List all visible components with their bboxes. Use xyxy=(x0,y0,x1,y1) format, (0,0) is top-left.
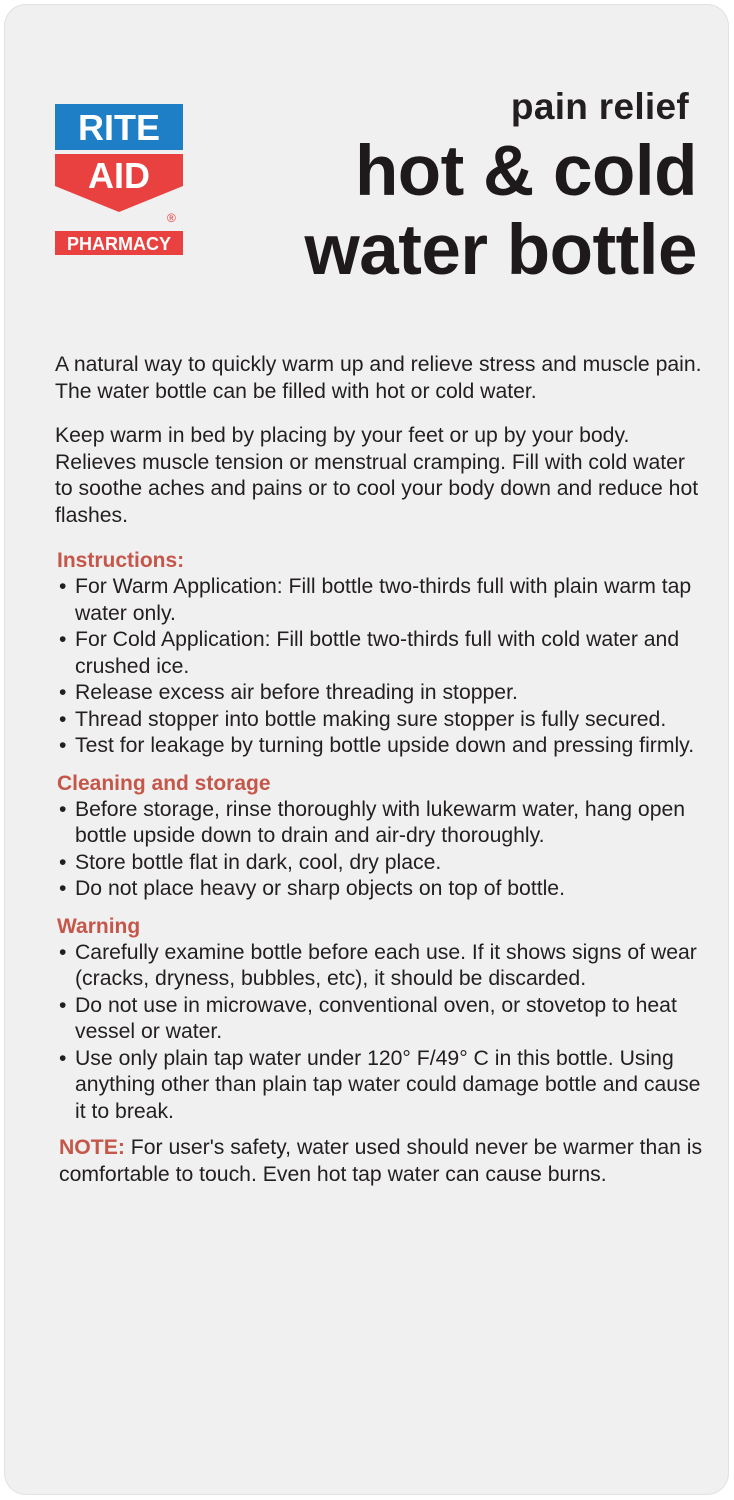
list-item-text: Before storage, rinse thoroughly with lukewarm water, hang open bottle upside down to drain and air-dry thoroughly. xyxy=(75,797,686,847)
warning-list xyxy=(55,940,705,1126)
note-text: For user's safety, water used should never be warmer than is comfortable to touch. Even hot tap water can cause burns. xyxy=(59,1136,703,1186)
list-item-text: Thread stopper into bottle making sure stopper is fully secured. xyxy=(75,707,667,731)
product-title-line-1: hot & cold xyxy=(354,132,697,211)
product-subtitle: pain relief xyxy=(510,86,689,127)
list-item xyxy=(55,993,705,1046)
section-heading: Warning xyxy=(57,914,141,938)
product-title-line-2: water bottle xyxy=(304,211,697,290)
product-label-card xyxy=(4,4,729,1495)
bullet-icon: • xyxy=(59,575,67,598)
warning-section xyxy=(55,913,705,1126)
bullet-icon: • xyxy=(59,1046,67,1070)
bullet-icon: • xyxy=(59,681,67,704)
list-item-text: Do not place heavy or sharp objects on top of bottle. xyxy=(75,877,565,900)
bullet-icon: • xyxy=(59,734,67,757)
list-item xyxy=(55,680,705,707)
instructions-list xyxy=(55,574,705,760)
rite-aid-pharmacy-logo xyxy=(55,104,185,259)
list-item-text: Use only plain tap water under 120° F/49° C in this bottle. Using anything other than plain tap water could damage bottle and cause it to break. xyxy=(75,1046,701,1123)
list-item-text: For Warm Application: Fill bottle two-thirds full with plain warm tap water only. xyxy=(75,575,692,625)
bullet-icon: • xyxy=(59,707,67,731)
list-item-text: Do not use in microwave, conventional oven, or stovetop to heat vessel or water. xyxy=(75,993,677,1043)
list-item xyxy=(55,707,705,734)
logo-text-rite: RITE xyxy=(77,107,161,148)
logo-text-aid: AID xyxy=(88,155,150,196)
bullet-icon: • xyxy=(59,940,67,964)
logo-text-pharmacy: PHARMACY xyxy=(66,234,172,254)
product-title xyxy=(305,132,697,290)
list-item-text: Release excess air before threading in stopper. xyxy=(75,681,518,704)
list-item xyxy=(55,876,705,903)
list-item xyxy=(55,797,705,850)
list-item xyxy=(55,940,705,993)
section-heading: Instructions: xyxy=(57,549,185,572)
list-item-text: Store bottle flat in dark, cool, dry place. xyxy=(75,850,442,874)
bullet-icon: • xyxy=(59,850,67,874)
bullet-icon: • xyxy=(59,797,67,821)
safety-note xyxy=(59,1135,705,1188)
cleaning-storage-section xyxy=(55,770,705,903)
bullet-icon: • xyxy=(59,993,67,1017)
registered-mark: ® xyxy=(167,211,176,225)
section-heading: Cleaning and storage xyxy=(57,771,271,795)
intro-paragraph: Keep warm in bed by placing by your feet or up by your body. Relieves muscle tension or menstrual cramping. Fill with cold water to soothe aches and pains or to cool your body down and reduce hot flashes. xyxy=(55,424,699,527)
label-body xyxy=(55,352,705,1188)
list-item-text: For Cold Application: Fill bottle two-thirds full with cold water and crushed ice. xyxy=(75,628,680,678)
cleaning-storage-list xyxy=(55,797,705,903)
list-item xyxy=(55,627,705,680)
intro-paragraph: A natural way to quickly warm up and relieve stress and muscle pain. The water bottle can be filled with hot or cold water. xyxy=(55,353,702,403)
list-item xyxy=(55,733,705,760)
bullet-icon: • xyxy=(59,877,67,900)
list-item xyxy=(55,850,705,877)
list-item-text: Test for leakage by turning bottle upside down and pressing firmly. xyxy=(75,734,695,757)
list-item xyxy=(55,574,705,627)
note-label: NOTE: xyxy=(59,1136,125,1159)
bullet-icon: • xyxy=(59,628,67,651)
list-item xyxy=(55,1046,705,1126)
instructions-section xyxy=(55,547,705,760)
list-item-text: Carefully examine bottle before each use. If it shows signs of wear (cracks, dryness, bubbles, etc), it should be discarded. xyxy=(75,940,697,990)
